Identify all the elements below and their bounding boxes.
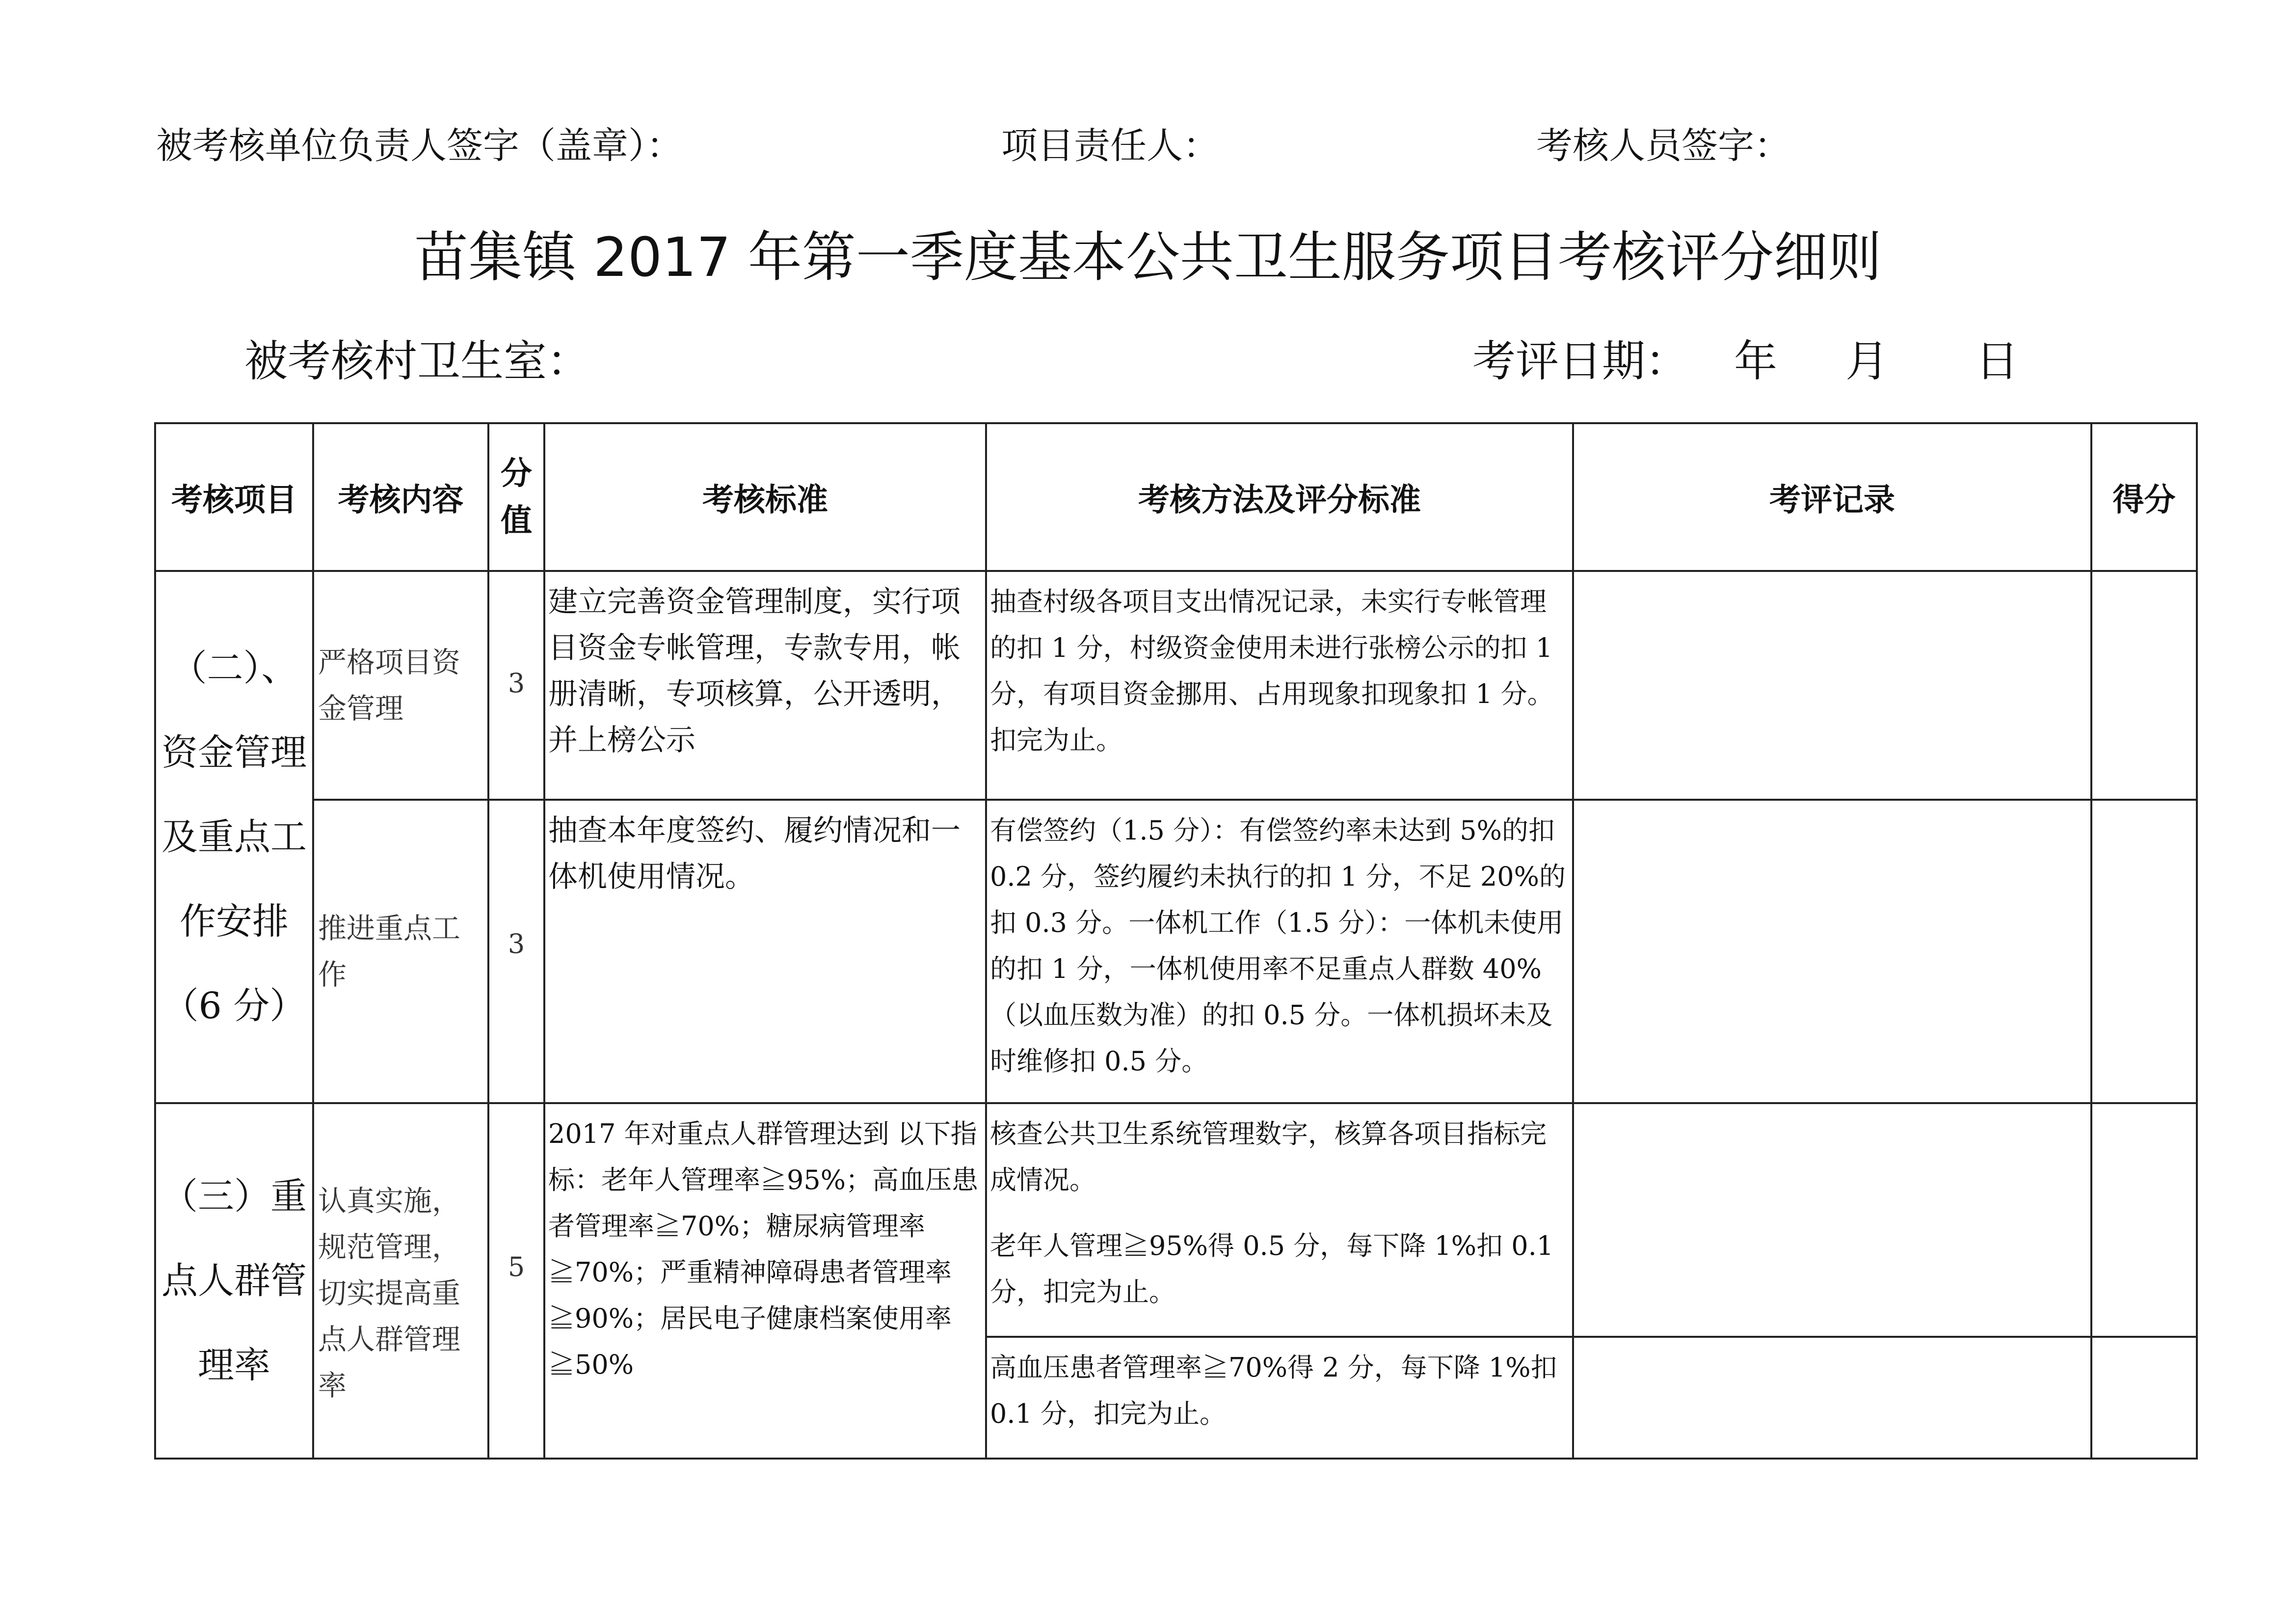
score-cell: 3 <box>488 571 544 800</box>
header-method: 考核方法及评分标准 <box>986 423 1573 571</box>
assessment-date-label: 考评日期： <box>1472 336 1689 386</box>
score-cell: 5 <box>488 1103 544 1459</box>
assessed-clinic-label: 被考核村卫生室： <box>244 336 590 386</box>
content-cell: 推进重点工作 <box>313 800 488 1103</box>
got-score-cell[interactable] <box>2091 1103 2197 1337</box>
date-month-label: 月 <box>1845 336 1889 386</box>
record-cell[interactable] <box>1573 571 2091 800</box>
standard-cell: 建立完善资金管理制度，实行项目资金专帐管理，专款专用，帐册清晰，专项核算，公开透明，并上榜公示 <box>544 571 986 800</box>
method-cell-b: 高血压患者管理率≧70%得 2 分，每下降 1%扣 0.1 分，扣完为止。 <box>986 1337 1573 1459</box>
assessment-table <box>154 422 2198 1460</box>
date-year-label: 年 <box>1734 336 1778 386</box>
content-cell: 认真实施，规范管理，切实提高重点人群管理率 <box>313 1103 488 1459</box>
standard-cell: 2017 年对重点人群管理达到 以下指标：老年人管理率≧95%；高血压患者管理率≧70%；糖尿病管理率≧70%；严重精神障碍患者管理率≧90%；居民电子健康档案使用率≧50% <box>544 1103 986 1459</box>
document-title: 苗集镇 2017 年第一季度基本公共卫生服务项目考核评分细则 <box>414 226 1882 289</box>
record-cell[interactable] <box>1573 800 2091 1103</box>
table-header-row <box>155 423 2197 571</box>
project-lead-label: 项目责任人： <box>1001 125 1219 167</box>
content-cell: 严格项目资金管理 <box>313 571 488 800</box>
standard-cell: 抽查本年度签约、履约情况和一体机使用情况。 <box>544 800 986 1103</box>
record-cell[interactable] <box>1573 1337 2091 1459</box>
project-cell: （三）重点人群管理率 <box>155 1103 313 1459</box>
header-standard: 考核标准 <box>544 423 986 571</box>
assessor-signature-label: 考核人员签字： <box>1536 125 1790 167</box>
table-row <box>155 1103 2197 1337</box>
method-cell: 抽查村级各项目支出情况记录，未实行专帐管理的扣 1 分，村级资金使用未进行张榜公示的扣 1 分，有项目资金挪用、占用现象扣现象扣 1 分。扣完为止。 <box>986 571 1573 800</box>
record-cell[interactable] <box>1573 1103 2091 1337</box>
method-text: 核查公共卫生系统管理数字，核算各项目指标完成情况。 <box>990 1118 1547 1195</box>
date-day-label: 日 <box>1976 336 2019 386</box>
unit-head-signature-label: 被考核单位负责人签字（盖章）： <box>156 125 683 167</box>
table-row <box>155 800 2197 1103</box>
table-row <box>155 571 2197 800</box>
got-score-cell[interactable] <box>2091 571 2197 800</box>
header-project: 考核项目 <box>155 423 313 571</box>
method-text: 老年人管理≧95%得 0.5 分，每下降 1%扣 0.1 分，扣完为止。 <box>990 1230 1554 1307</box>
header-record: 考评记录 <box>1573 423 2091 571</box>
header-content: 考核内容 <box>313 423 488 571</box>
got-score-cell[interactable] <box>2091 800 2197 1103</box>
got-score-cell[interactable] <box>2091 1337 2197 1459</box>
project-cell: （二）、资金管理及重点工作安排（6 分） <box>155 571 313 1103</box>
score-cell: 3 <box>488 800 544 1103</box>
header-got-score: 得分 <box>2091 423 2197 571</box>
method-cell-a <box>986 1103 1573 1337</box>
header-score: 分值 <box>488 423 544 571</box>
method-cell: 有偿签约（1.5 分）：有偿签约率未达到 5%的扣 0.2 分，签约履约未执行的扣 1 分，不足 20%的扣 0.3 分。一体机工作（1.5 分）：一体机未使用的扣 1 分，一体机使用率不足重点人群数 40%（以血压数为准）的扣 0.5 分。一体机损坏未及时维修扣 0.5 分。 <box>986 800 1573 1103</box>
